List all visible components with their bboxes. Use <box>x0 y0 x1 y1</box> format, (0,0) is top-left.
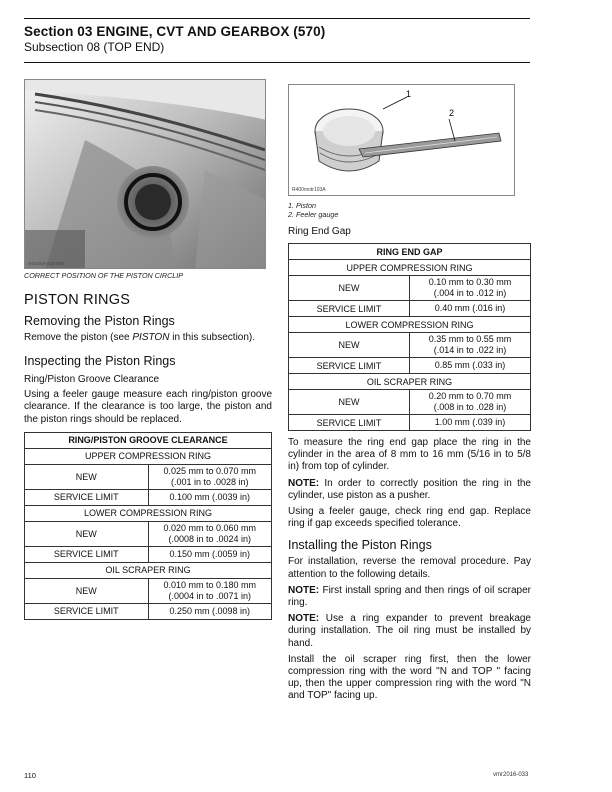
new-label: NEW <box>289 333 410 358</box>
installing-heading: Installing the Piston Rings <box>288 538 432 553</box>
note-label: NOTE: <box>288 584 320 596</box>
installing-note-spring: NOTE: First install spring and then rings of oil scraper ring. <box>288 584 531 609</box>
limit-label: SERVICE LIMIT <box>25 489 149 505</box>
new-value: 0.025 mm to 0.070 mm (.001 in to .0028 in) <box>148 464 272 489</box>
piston-circlip-figure <box>24 79 266 269</box>
new-value: 0.020 mm to 0.060 mm (.0008 in to .0024 in) <box>148 521 272 546</box>
new-value: 0.20 mm to 0.70 mm (.008 in to .028 in) <box>410 390 531 415</box>
note-label: NOTE: <box>288 477 320 489</box>
groove-clearance-table <box>24 432 272 620</box>
table-group-header: OIL SCRAPER RING <box>25 562 272 578</box>
right-column <box>288 84 531 703</box>
subsection-title: Subsection 08 (TOP END) <box>24 40 165 54</box>
groove-clearance-heading: Ring/Piston Groove Clearance <box>24 374 160 386</box>
limit-label: SERVICE LIMIT <box>289 415 410 431</box>
new-label: NEW <box>25 521 149 546</box>
piston-reference-link[interactable]: PISTON <box>132 332 170 343</box>
limit-label: SERVICE LIMIT <box>25 603 149 619</box>
top-rule <box>24 18 530 19</box>
figure-caption: CORRECT POSITION OF THE PISTON CIRCLIP <box>24 271 184 280</box>
page-number: 110 <box>24 771 36 780</box>
limit-label: SERVICE LIMIT <box>289 301 410 317</box>
limit-value: 0.85 mm (.033 in) <box>410 358 531 374</box>
callout-1: 1 <box>406 89 412 99</box>
ring-end-gap-check-text: Using a feeler gauge, check ring end gap. Replace ring if gap exceeds specified tolerance. <box>288 506 531 530</box>
table-group-header: LOWER COMPRESSION RING <box>25 505 272 521</box>
legend-item-piston: 1. Piston <box>288 201 316 210</box>
limit-value: 0.40 mm (.016 in) <box>410 301 531 317</box>
ring-end-gap-note: NOTE: In order to correctly position the ring in the cylinder, use piston as a pusher. <box>288 477 531 501</box>
groove-clearance-text: Using a feeler gauge measure each ring/piston groove clearance. If the clearance is too large, the piston and the piston rings should be replaced. <box>24 389 272 425</box>
new-label: NEW <box>25 578 149 603</box>
section-title: Section 03 ENGINE, CVT AND GEARBOX (570) <box>24 24 326 39</box>
new-value: 0.10 mm to 0.30 mm (.004 in to .012 in) <box>410 276 531 301</box>
new-label: NEW <box>25 464 149 489</box>
piston-feeler-gauge-illustration <box>289 85 515 196</box>
callout-2: 2 <box>449 108 455 118</box>
table-title: RING/PISTON GROOVE CLEARANCE <box>25 432 272 448</box>
limit-value: 1.00 mm (.039 in) <box>410 415 531 431</box>
new-value: 0.35 mm to 0.55 mm (.014 in to .022 in) <box>410 333 531 358</box>
installing-text: For installation, reverse the removal procedure. Pay attention to the following details. <box>288 556 531 580</box>
inspecting-heading: Inspecting the Piston Rings <box>24 354 176 369</box>
limit-value: 0.150 mm (.0059 in) <box>148 546 272 562</box>
note-label: NOTE: <box>288 613 320 625</box>
ring-end-gap-text: To measure the ring end gap place the ring in the cylinder in the area of 8 mm to 16 mm (5/16 in to 5/8 in) from top of cylinder. <box>288 437 531 473</box>
header-rule <box>24 62 530 63</box>
figure-code: R400motr103A <box>292 187 326 193</box>
table-group-header: LOWER COMPRESSION RING <box>289 317 531 333</box>
new-label: NEW <box>289 276 410 301</box>
legend-item-feeler-gauge: 2. Feeler gauge <box>288 210 339 219</box>
figure-legend <box>288 201 531 219</box>
installing-order-text: Install the oil scraper ring first, then the lower compression ring with the word "N and TOP " facing up, then the upper compression ring with the word "N and TOP" facing up. <box>288 653 531 702</box>
piston-rings-heading: PISTON RINGS <box>24 292 131 308</box>
new-value: 0.010 mm to 0.180 mm (.0004 in to .0071 in) <box>148 578 272 603</box>
removing-heading: Removing the Piston Rings <box>24 314 175 328</box>
limit-label: SERVICE LIMIT <box>25 546 149 562</box>
table-group-header: UPPER COMPRESSION RING <box>289 260 531 276</box>
page-header <box>24 24 530 54</box>
document-code: vmr2016-033 <box>493 772 529 778</box>
removing-text: Remove the piston (see PISTON in this subsection). <box>24 332 256 343</box>
limit-label: SERVICE LIMIT <box>289 358 410 374</box>
installing-note-expander: NOTE: Use a ring expander to prevent breakage during installation. The oil ring must be installed by hand. <box>288 613 531 649</box>
ring-end-gap-heading: Ring End Gap <box>288 226 351 237</box>
ring-end-gap-table <box>288 243 531 431</box>
table-group-header: UPPER COMPRESSION RING <box>25 448 272 464</box>
feeler-gauge-figure <box>288 84 515 196</box>
piston-circlip-illustration <box>25 80 266 269</box>
table-group-header: OIL SCRAPER RING <box>289 374 531 390</box>
limit-value: 0.100 mm (.0039 in) <box>148 489 272 505</box>
limit-value: 0.250 mm (.0098 in) <box>148 603 272 619</box>
new-label: NEW <box>289 390 410 415</box>
left-column <box>24 79 272 620</box>
table-title: RING END GAP <box>289 244 531 260</box>
figure-code: vmr2016-033-008 <box>28 261 64 266</box>
